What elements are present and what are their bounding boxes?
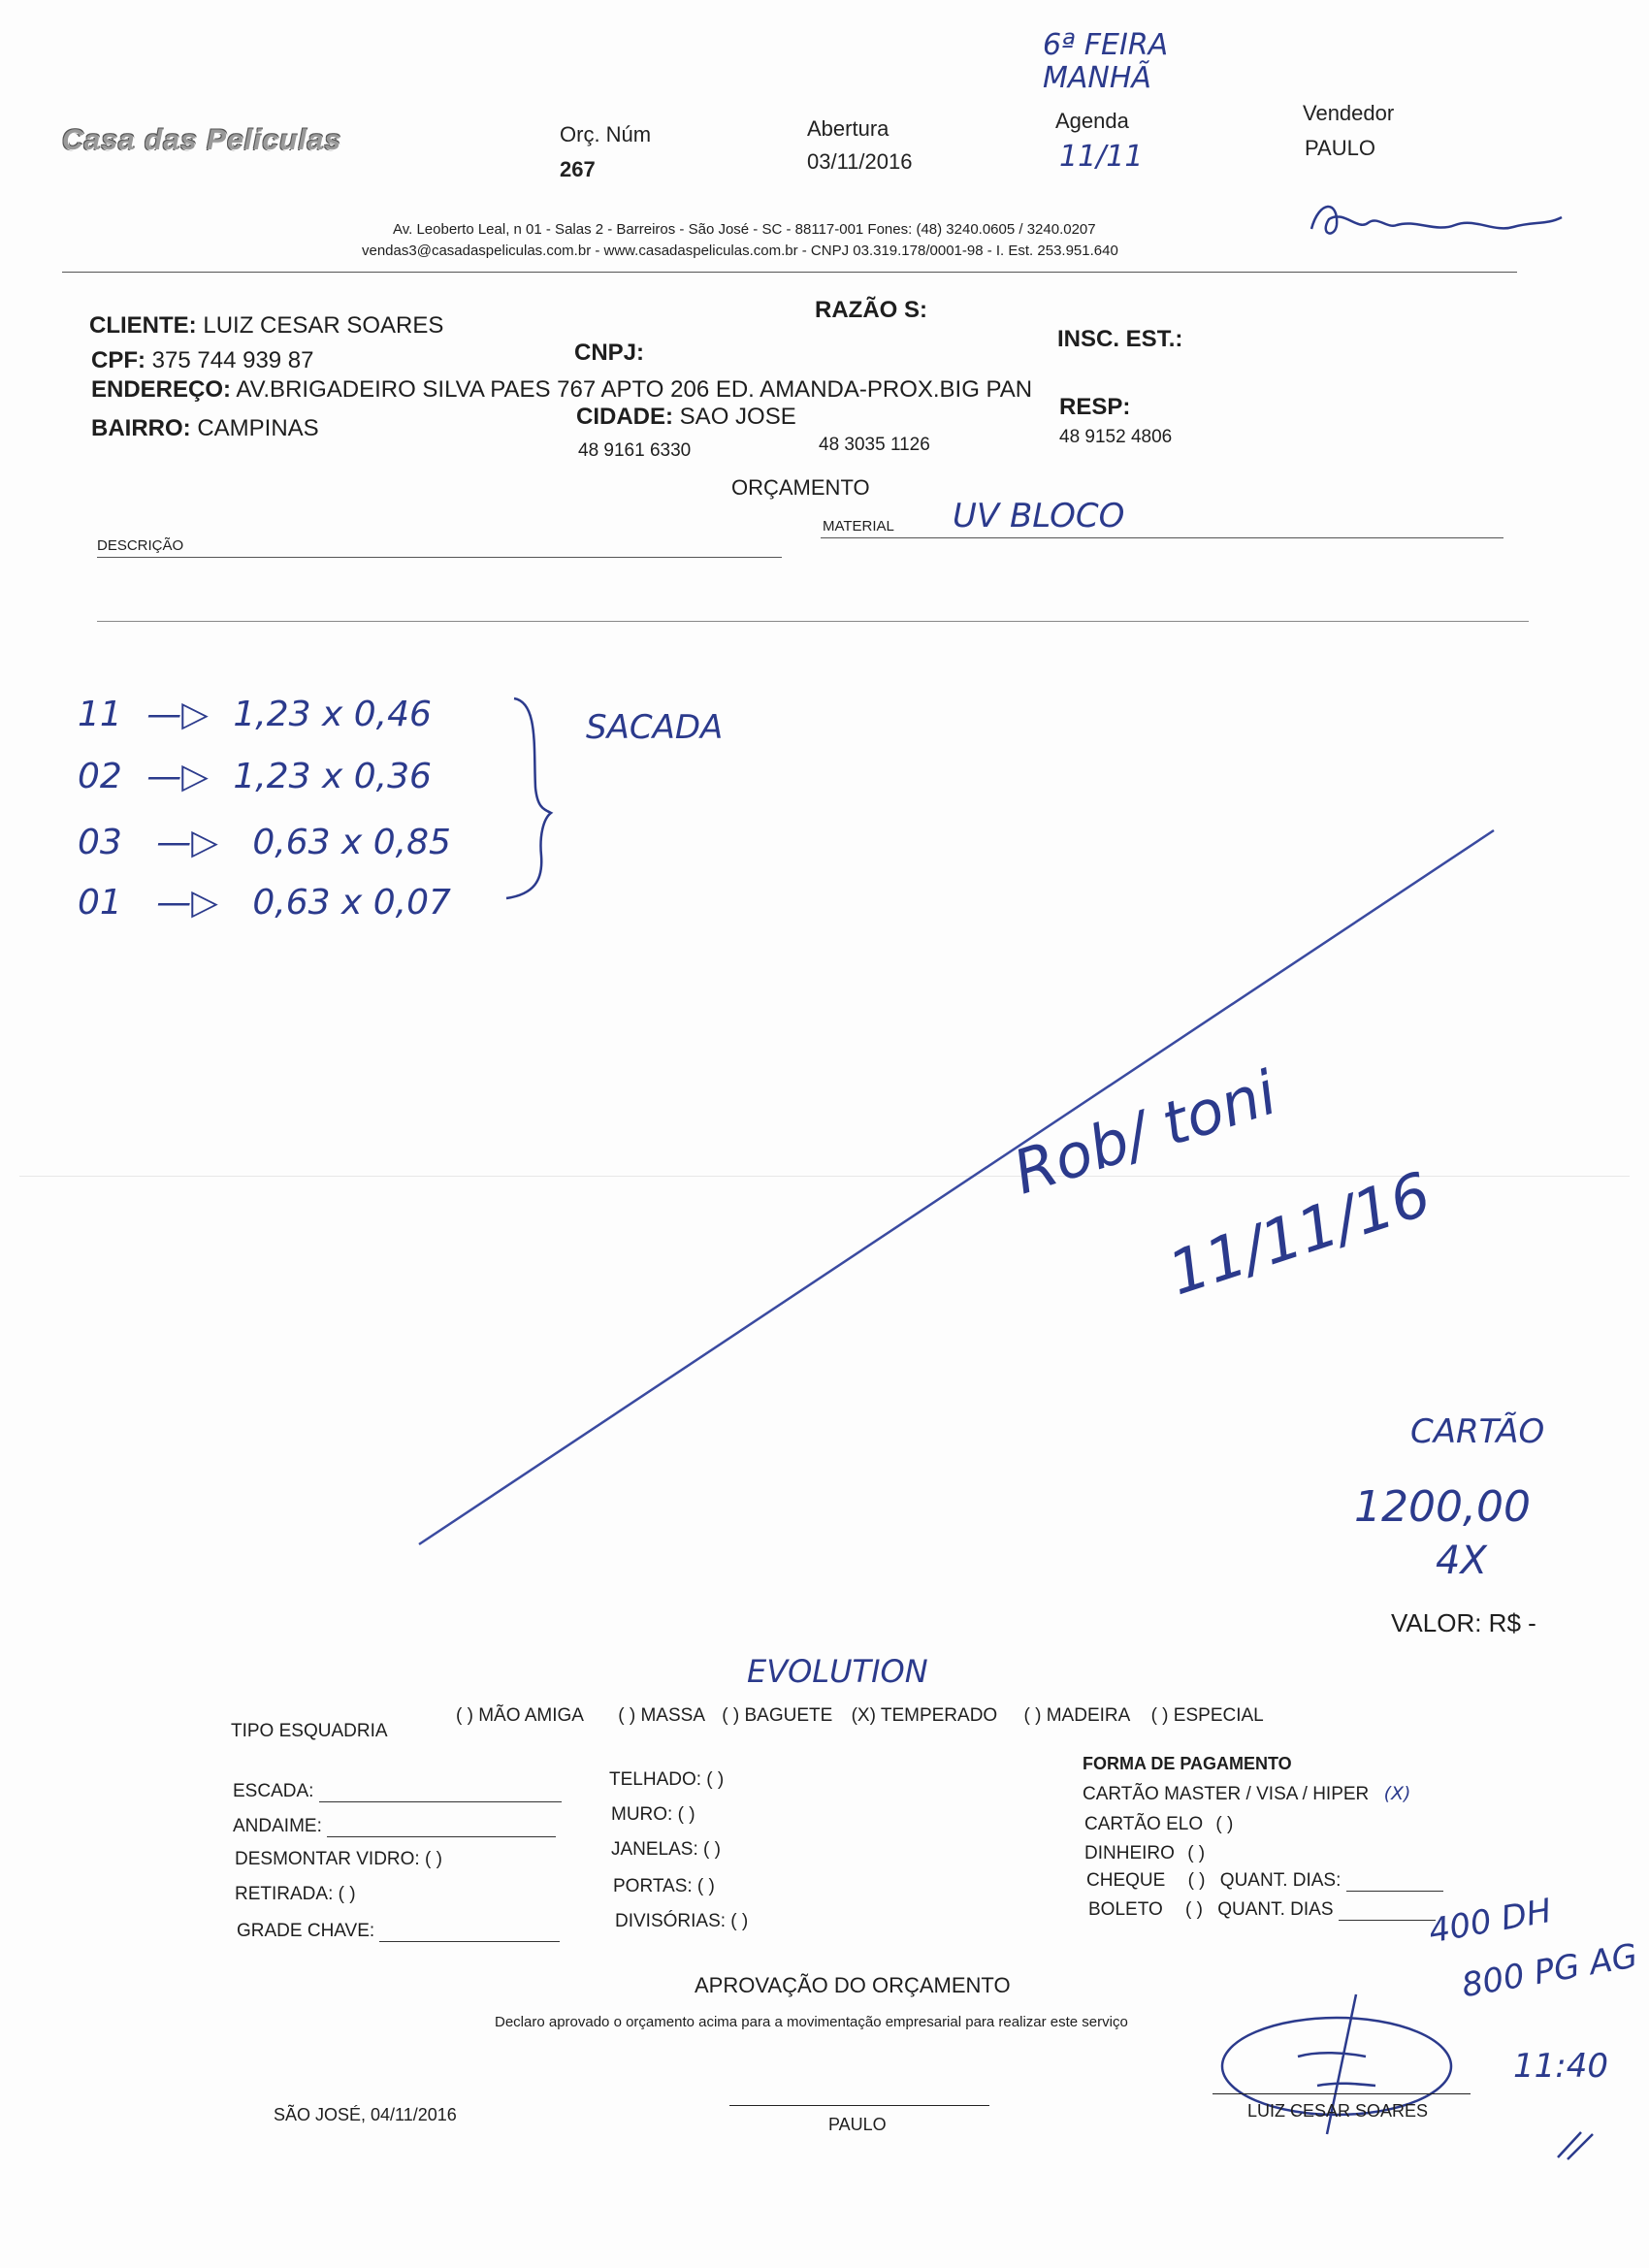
esquadria-option-mark[interactable]: ( ) [618,1705,636,1726]
measurement-dims: 0,63 x 0,85 [252,823,451,862]
bairro-value: CAMPINAS [197,415,319,441]
company-address-line-1: Av. Leoberto Leal, n 01 - Salas 2 - Barreiros - São José - SC - 88117-001 Fones: (48) 3240.0605 / 3240.0207 [393,221,1096,238]
company-logo: Casa das Peliculas [62,124,342,156]
payment-option-extra: QUANT. DIAS: [1219,1870,1342,1891]
esquadria-option-name: TEMPERADO [880,1705,998,1726]
arrow-icon: —▷ [156,883,218,923]
arrow-icon: —▷ [146,695,209,734]
resp-label: RESP: [1059,394,1131,420]
measurement-dims: 1,23 x 0,36 [233,757,432,796]
payment-option-label: CARTÃO MASTER / VISA / HIPER [1083,1784,1370,1804]
cpf-value: 375 744 939 87 [151,347,314,373]
cartao-installments-note: 4X [1436,1539,1487,1583]
evolution-note: EVOLUTION [747,1653,928,1690]
service-escada [233,1781,562,1802]
agenda-handwritten-note: 6ª FEIRA MANHÃ [1043,28,1169,95]
cartao-note: CARTÃO [1410,1412,1545,1451]
agenda-value: 11/11 [1059,140,1144,174]
sacada-note: SACADA [586,708,724,747]
esquadria-option-mark[interactable]: ( ) [1150,1705,1169,1726]
tipo-esquadria-label: TIPO ESQUADRIA [231,1721,388,1741]
payment-option-mark[interactable]: ( ) [1185,1899,1203,1920]
service-grade-chave [237,1921,560,1942]
service-fill-line[interactable] [319,1782,562,1802]
payment-option-mark[interactable]: ( ) [1215,1814,1234,1834]
material-value: UV BLOCO [953,497,1125,535]
endereco-value: AV.BRIGADEIRO SILVA PAES 767 APTO 206 ED. AMANDA-PROX.BIG PAN [236,376,1033,403]
measurement-dims: 1,23 x 0,46 [233,695,432,734]
client-signature-name: LUIZ CESAR SOARES [1247,2101,1429,2121]
handwritten-diagonal-note-2: 11/11/16 [1160,1157,1439,1310]
esquadria-option-mark[interactable]: ( ) [722,1705,740,1726]
arrow-icon: —▷ [146,757,209,796]
esquadria-option-name: BAGUETE [744,1705,833,1726]
cidade-value: SAO JOSE [679,404,796,430]
client-signature [1211,1989,1463,2154]
material-label: MATERIAL [823,518,894,535]
service-label: ANDAIME: [233,1816,322,1836]
razao-social-label: RAZÃO S: [815,297,927,323]
esquadria-option-name: ESPECIAL [1173,1705,1264,1726]
descricao-label: DESCRIÇÃO [97,537,184,554]
esquadria-option-mark[interactable]: (X) [851,1705,876,1726]
esquadria-options [456,1705,1264,1727]
payment-option-label: BOLETO [1088,1899,1163,1920]
service-muro[interactable]: MURO: ( ) [611,1804,695,1825]
seller-signature-name: PAULO [828,2115,887,2134]
phone-2: 48 3035 1126 [819,435,930,455]
abertura-value: 03/11/2016 [807,149,913,174]
payment-option [1084,1814,1233,1835]
payment-option-label: DINHEIRO [1084,1843,1175,1863]
esquadria-option-mark[interactable]: ( ) [1023,1705,1042,1726]
payment-note-1: 400 DH [1426,1891,1555,1952]
service-andaime [233,1816,556,1837]
handwritten-diagonal-note-1: Rob/ toni [1005,1056,1285,1209]
phone-3: 48 9152 4806 [1059,427,1173,447]
vendedor-label: Vendedor [1303,101,1395,125]
cpf-label: CPF: [91,347,146,373]
service-janelas[interactable]: JANELAS: ( ) [611,1839,721,1860]
payment-option [1088,1899,1436,1921]
company-address-line-2: vendas3@casadaspeliculas.com.br - www.casadaspeliculas.com.br - CNPJ 03.319.178/0001-98 - I. Est. 253.951.640 [362,243,1118,259]
cidade-label: CIDADE: [576,404,673,430]
cartao-value-note: 1200,00 [1354,1482,1531,1532]
valor-label: VALOR: R$ - [1391,1608,1536,1637]
esquadria-option-name: MÃO AMIGA [478,1705,584,1726]
cnpj-label: CNPJ: [574,340,645,366]
service-retirada[interactable]: RETIRADA: ( ) [235,1884,356,1904]
agenda-label: Agenda [1055,109,1129,133]
place-date: SÃO JOSÉ, 04/11/2016 [274,2105,457,2124]
service-fill-line[interactable] [327,1817,556,1837]
service-telhado[interactable]: TELHADO: ( ) [609,1769,725,1790]
bairro-label: BAIRRO: [91,415,191,441]
endereco-label: ENDEREÇO: [91,376,232,403]
payment-option-label: CHEQUE [1086,1870,1166,1891]
measurement-qty: 02 [78,757,122,796]
cliente-value: LUIZ CESAR SOARES [203,312,444,339]
orcamento-title: ORÇAMENTO [731,475,870,500]
payment-days-line[interactable] [1346,1871,1443,1892]
payment-option-mark[interactable]: ( ) [1187,1843,1206,1863]
service-label: GRADE CHAVE: [237,1921,375,1941]
payment-option-label: CARTÃO ELO [1084,1814,1204,1834]
insc-est-label: INSC. EST.: [1057,326,1183,352]
approval-title: APROVAÇÃO DO ORÇAMENTO [695,1973,1011,1997]
service-portas[interactable]: PORTAS: ( ) [613,1876,715,1896]
measurement-qty: 11 [78,695,122,734]
abertura-label: Abertura [807,116,889,141]
payment-days-line[interactable] [1339,1900,1436,1921]
vendedor-value: PAULO [1305,136,1375,160]
payment-option-extra: QUANT. DIAS [1217,1899,1334,1920]
payment-option [1083,1783,1410,1805]
arrow-icon: —▷ [156,823,218,862]
esquadria-option-mark[interactable]: ( ) [456,1705,473,1726]
pen-mark [1552,2124,1600,2163]
measurement-qty: 01 [78,883,122,923]
measurement-qty: 03 [78,823,122,862]
payment-option [1086,1870,1443,1892]
orc-num-value: 267 [560,157,596,181]
service-label: ESCADA: [233,1781,314,1801]
seller-signature-line [729,2105,989,2106]
payment-title: FORMA DE PAGAMENTO [1083,1754,1292,1773]
client-signature-line [1212,2093,1471,2094]
orc-num-label: Orç. Núm [560,122,652,146]
payment-option-mark[interactable]: ( ) [1187,1870,1206,1891]
esquadria-option-name: MADEIRA [1046,1705,1131,1726]
service-desmontar-vidro[interactable]: DESMONTAR VIDRO: ( ) [235,1849,442,1869]
time-note: 11:40 [1513,2047,1608,2086]
payment-option [1084,1843,1205,1864]
approval-text: Declaro aprovado o orçamento acima para a movimentação empresarial para realizar este serviço [495,2014,1128,2030]
payment-option-mark[interactable]: (X) [1383,1783,1411,1804]
phone-1: 48 9161 6330 [578,440,692,461]
service-divisorias[interactable]: DIVISÓRIAS: ( ) [615,1911,749,1931]
service-fill-line[interactable] [379,1922,560,1942]
measurement-dims: 0,63 x 0,07 [252,883,451,923]
cliente-label: CLIENTE: [89,312,197,339]
payment-note-2: 800 PG AG [1459,1936,1641,2006]
esquadria-option-name: MASSA [640,1705,705,1726]
